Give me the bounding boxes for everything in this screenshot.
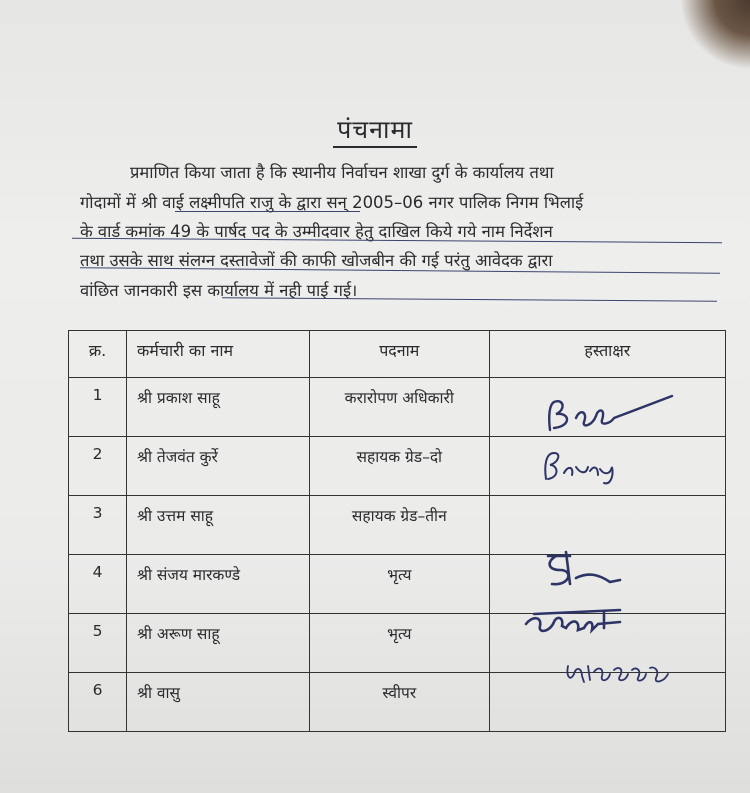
signature-cell [489,555,725,614]
serial-cell: 2 [69,437,127,496]
table-row [69,496,726,555]
name-cell: श्री वासु [127,673,310,732]
signature-cell [489,437,725,496]
designation-cell: स्वीपर [309,673,489,732]
designation-cell: सहायक ग्रेड–दो [309,437,489,496]
table-row [69,673,726,732]
signature-cell [489,673,725,732]
serial-cell: 3 [69,496,127,555]
signature-cell [489,378,725,437]
header-serial: क्र. [69,331,127,378]
name-cell: श्री तेजवंत कुर्रे [127,437,310,496]
serial-cell: 5 [69,614,127,673]
paragraph-line-2: गोदामों में श्री वाई लक्ष्मीपति राजु के द्वारा सन् 2005–06 नगर पालिक निगम भिलाई [80,193,584,212]
paragraph-line-3: के वार्ड कमांक 49 के पार्षद पद के उम्मीदवार हेतु दाखिल किये गये नाम निर्देशन [80,222,553,241]
table-row [69,378,726,437]
table-row [69,614,726,673]
designation-cell: भृत्य [309,555,489,614]
paragraph-line-5: वांछित जानकारी इस कार्यालय में नही पाई गई। [80,281,358,300]
name-cell: श्री संजय मारकण्डे [127,555,310,614]
table-header-row [69,331,726,378]
table-row [69,555,726,614]
header-name: कर्मचारी का नाम [127,331,310,378]
staff-table [68,330,726,732]
header-signature: हस्ताक्षर [489,331,725,378]
name-cell: श्री प्रकाश साहू [127,378,310,437]
designation-cell: भृत्य [309,614,489,673]
designation-cell: सहायक ग्रेड–तीन [309,496,489,555]
name-cell: श्री अरूण साहू [127,614,310,673]
serial-cell: 1 [69,378,127,437]
pen-underline [175,211,360,212]
document-title: पंचनामा [0,112,750,146]
designation-cell: करारोपण अधिकारी [309,378,489,437]
table-row [69,437,726,496]
name-cell: श्री उत्तम साहू [127,496,310,555]
signature-cell [489,496,725,555]
signature-cell [489,614,725,673]
paragraph-line-1: प्रमाणित किया जाता है कि स्थानीय निर्वाचन शाखा दुर्ग के कार्यालय तथा [130,163,554,182]
paragraph-line-4: तथा उसके साथ संलग्न दस्तावेजों की काफी खोजबीन की गई परंतु आवेदक द्वारा [80,251,553,270]
serial-cell: 4 [69,555,127,614]
serial-cell: 6 [69,673,127,732]
thumb-shadow [680,0,750,70]
header-designation: पदनाम [309,331,489,378]
